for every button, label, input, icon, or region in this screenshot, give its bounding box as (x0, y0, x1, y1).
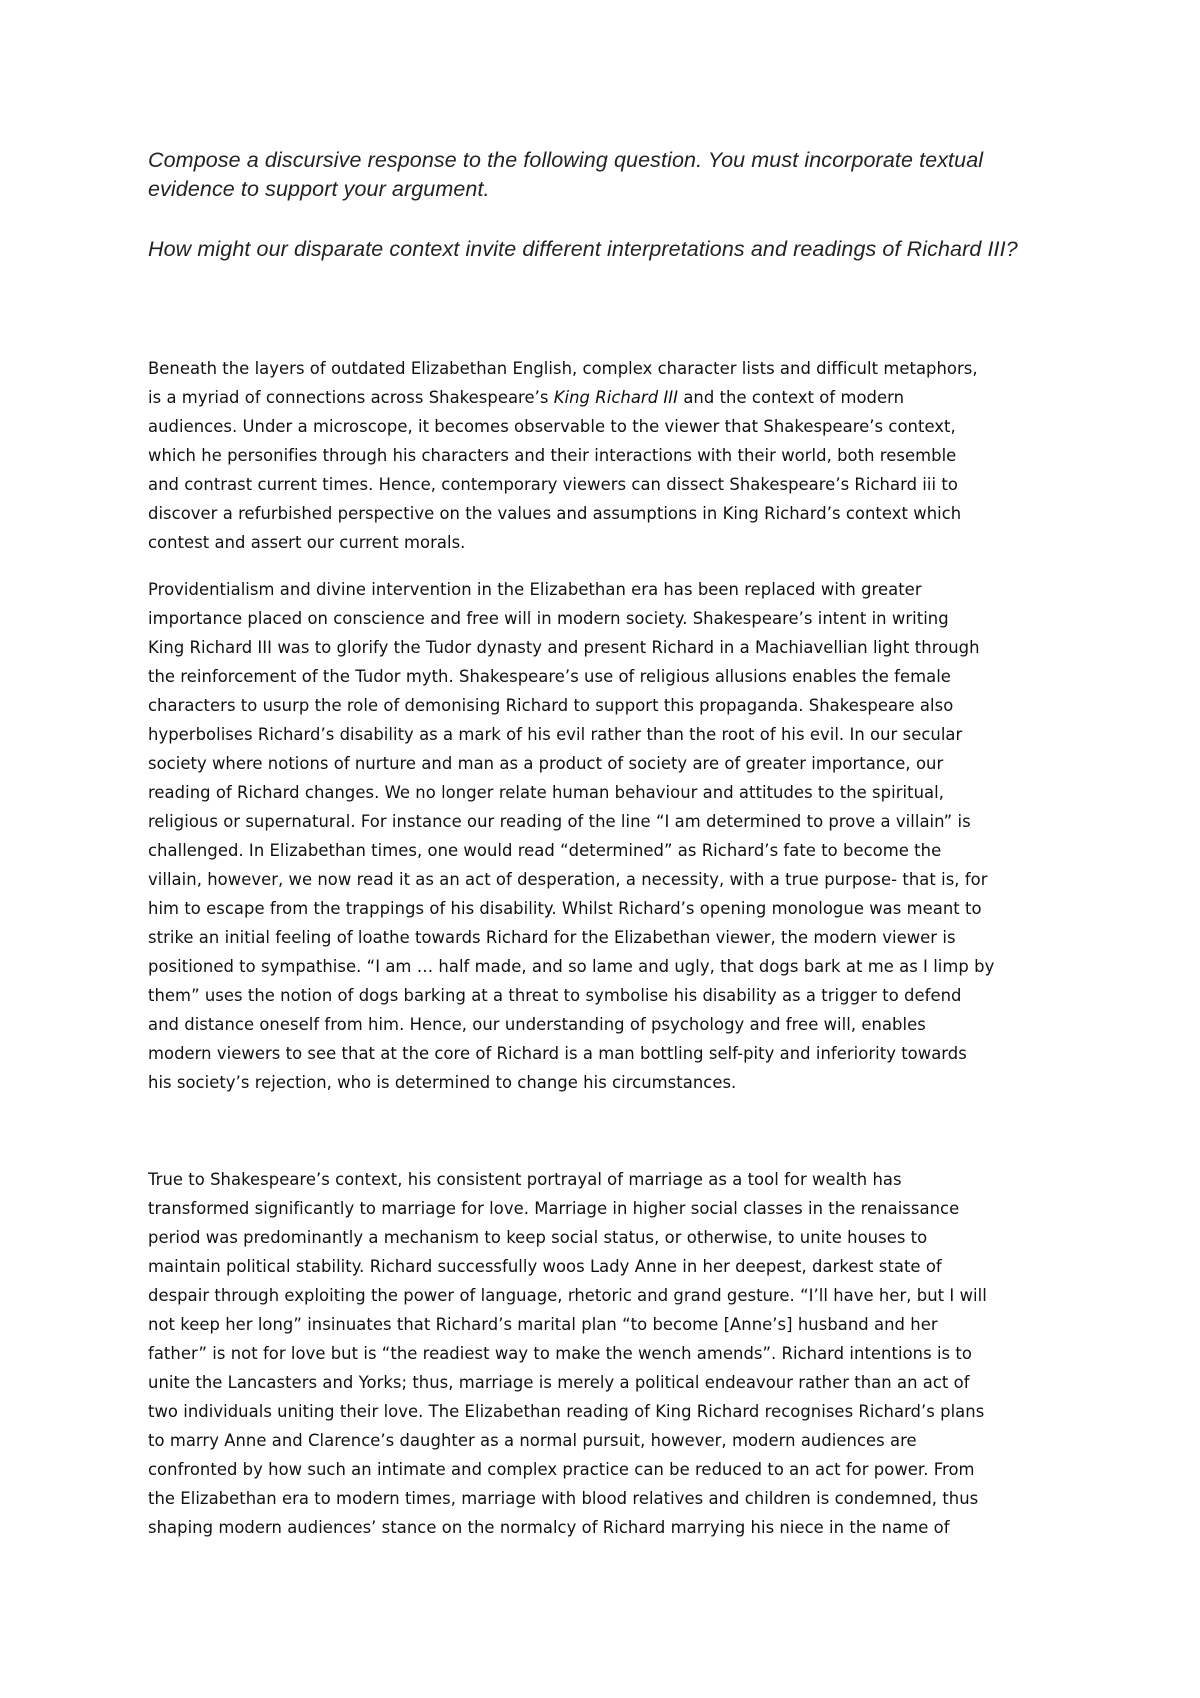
text-line: transformed significantly to marriage for love. Marriage in higher social classes in the renaissance (148, 1199, 960, 1218)
prompt-question: How might our disparate context invite different interpretations and readings of Richard III? (148, 237, 1018, 261)
text-line: reading of Richard changes. We no longer relate human behaviour and attitudes to the spiritual, (148, 783, 944, 802)
text-line: period was predominantly a mechanism to keep social status, or otherwise, to unite houses to (148, 1228, 928, 1247)
text-line: shaping modern audiences’ stance on the normalcy of Richard marrying his niece in the name of (148, 1518, 950, 1537)
text-line: his society’s rejection, who is determined to change his circumstances. (148, 1073, 737, 1092)
text-line: confronted by how such an intimate and complex practice can be reduced to an act for power. From (148, 1460, 975, 1479)
text-line: father” is not for love but is “the readiest way to make the wench amends”. Richard intentions is to (148, 1344, 972, 1363)
text-line: him to escape from the trappings of his disability. Whilst Richard’s opening monologue was meant to (148, 899, 982, 918)
text-line: them” uses the notion of dogs barking at a threat to symbolise his disability as a trigger to defend (148, 986, 962, 1005)
play-title: King Richard III (553, 388, 679, 407)
text-line: to marry Anne and Clarence’s daughter as a normal pursuit, however, modern audiences are (148, 1431, 917, 1450)
prompt-instruction: Compose a discursive response to the following question. You must incorporate textual evidence to support your argument. (148, 148, 984, 201)
text-line: religious or supernatural. For instance our reading of the line “I am determined to prove a villain” is (148, 812, 971, 831)
text-line: strike an initial feeling of loathe towards Richard for the Elizabethan viewer, the modern viewer is (148, 928, 956, 947)
text-line (148, 383, 1063, 412)
text-segment: and the context of modern (678, 388, 905, 407)
text-line: and distance oneself from him. Hence, our understanding of psychology and free will, enables (148, 1015, 926, 1034)
text-line: maintain political stability. Richard successfully woos Lady Anne in her deepest, darkest state of (148, 1257, 942, 1276)
text-line: Providentialism and divine intervention in the Elizabethan era has been replaced with greater (148, 580, 922, 599)
text-line: True to Shakespeare’s context, his consistent portrayal of marriage as a tool for wealth has (148, 1170, 902, 1189)
text-line: discover a refurbished perspective on the values and assumptions in King Richard’s context which (148, 504, 962, 523)
text-line: not keep her long” insinuates that Richard’s marital plan “to become [Anne’s] husband and her (148, 1315, 938, 1334)
essay-paragraph-3 (148, 1165, 1063, 1542)
text-line: two individuals uniting their love. The Elizabethan reading of King Richard recognises Richard’s plans (148, 1402, 985, 1421)
text-line: which he personifies through his characters and their interactions with their world, both resemble (148, 446, 957, 465)
text-line: positioned to sympathise. “I am … half made, and so lame and ugly, that dogs bark at me as I limp by (148, 957, 995, 976)
text-line: society where notions of nurture and man as a product of society are of greater importance, our (148, 754, 944, 773)
text-line: despair through exploiting the power of language, rhetoric and grand gesture. “I’ll have her, but I will (148, 1286, 987, 1305)
text-line: unite the Lancasters and Yorks; thus, marriage is merely a political endeavour rather than an act of (148, 1373, 970, 1392)
essay-paragraph-2 (148, 575, 1063, 1097)
text-line: the Elizabethan era to modern times, marriage with blood relatives and children is condemned, thus (148, 1489, 979, 1508)
text-line: challenged. In Elizabethan times, one would read “determined” as Richard’s fate to become the (148, 841, 942, 860)
text-line: King Richard III was to glorify the Tudor dynasty and present Richard in a Machiavellian light through (148, 638, 980, 657)
text-line: importance placed on conscience and free will in modern society. Shakespeare’s intent in writing (148, 609, 949, 628)
text-line: Beneath the layers of outdated Elizabethan English, complex character lists and difficult metaphors, (148, 359, 978, 378)
text-line: and contrast current times. Hence, contemporary viewers can dissect Shakespeare’s Richard iii to (148, 475, 958, 494)
text-line: audiences. Under a microscope, it becomes observable to the viewer that Shakespeare’s context, (148, 417, 956, 436)
text-line: the reinforcement of the Tudor myth. Shakespeare’s use of religious allusions enables the female (148, 667, 951, 686)
text-line: modern viewers to see that at the core of Richard is a man bottling self-pity and inferiority towards (148, 1044, 967, 1063)
text-line: characters to usurp the role of demonising Richard to support this propaganda. Shakespeare also (148, 696, 954, 715)
text-line: villain, however, we now read it as an act of desperation, a necessity, with a true purpose- that is, for (148, 870, 988, 889)
text-line: hyperbolises Richard’s disability as a mark of his evil rather than the root of his evil. In our secular (148, 725, 963, 744)
text-line: contest and assert our current morals. (148, 533, 466, 552)
text-segment: is a myriad of connections across Shakespeare’s (148, 388, 554, 407)
essay-paragraph-1 (148, 354, 1063, 557)
